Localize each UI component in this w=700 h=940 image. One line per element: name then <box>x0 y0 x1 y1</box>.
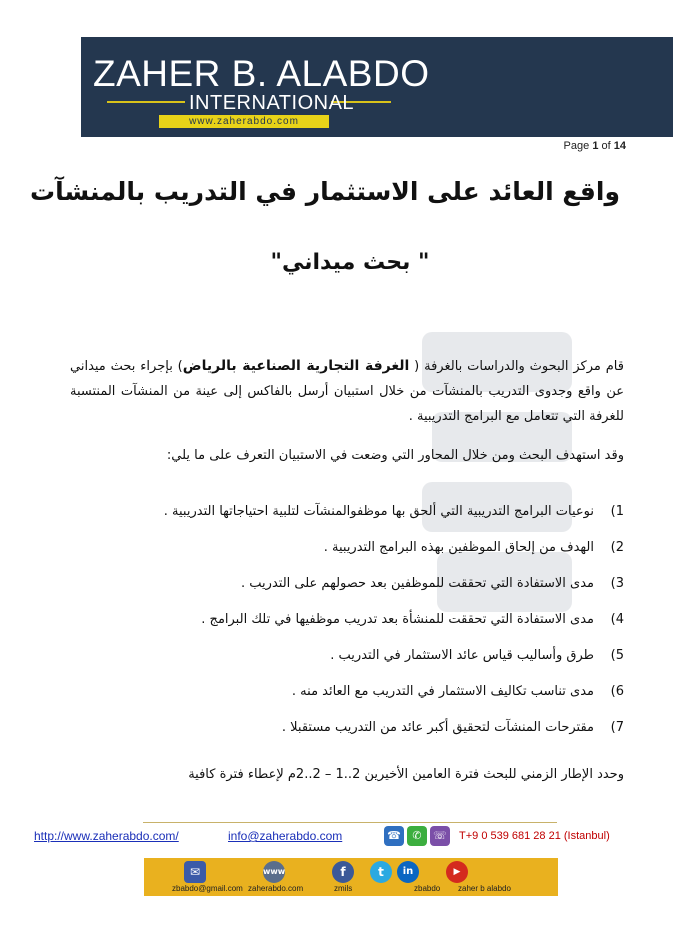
phone-icon[interactable]: ☎ <box>384 826 404 846</box>
youtube-icon[interactable]: ▶ <box>446 861 468 883</box>
list-item-text: نوعيات البرامج التدريبية التي ألحق بها موظفوالمنشآت لتلبية احتياجاتها التدريبية . <box>163 504 594 519</box>
intro-text-1: قام مركز البحوث والدراسات بالغرفة ( <box>409 359 624 374</box>
viber-icon[interactable]: ☏ <box>430 826 450 846</box>
list-item <box>70 680 624 704</box>
page-of: of <box>601 140 611 152</box>
list-item-text: مدى الاستفادة التي تحققت للمنشأة بعد تدريب موظفيها في تلك البرامج . <box>201 612 594 627</box>
linkedin-icon[interactable]: in <box>397 861 419 883</box>
logo-name: ZAHER B. ALABDO <box>93 53 430 94</box>
logo-url: www.zaherabdo.com <box>159 115 329 128</box>
list-item-text: الهدف من إلحاق الموظفين بهذه البرامج التدريبية . <box>323 540 594 555</box>
list-item <box>70 644 624 668</box>
list-item-text: مدى تناسب تكاليف الاستثمار في التدريب مع العائد منه . <box>291 684 594 699</box>
list-item-number: 5) <box>610 648 624 663</box>
list-item-number: 4) <box>610 612 624 627</box>
list-item <box>70 572 624 596</box>
header-logo-banner <box>81 37 673 137</box>
document-title: واقع العائد على الاستثمار في التدريب بالمنشآت <box>30 177 620 206</box>
logo-subname: INTERNATIONAL <box>189 92 355 114</box>
list-item <box>70 608 624 632</box>
list-item <box>70 716 624 740</box>
logo-line-left <box>107 101 185 103</box>
website-link[interactable]: http://www.zaherabdo.com/ <box>34 829 179 843</box>
list-item-number: 2) <box>610 540 624 555</box>
intro-highlight: الغرفة التجارية الصناعية بالرياض <box>182 358 410 374</box>
list-item <box>70 500 624 524</box>
social-label-facebook: zmils <box>334 884 353 893</box>
page-total: 14 <box>613 140 626 152</box>
phone-number: T+9 0 539 681 28 21 (Istanbul) <box>459 830 610 842</box>
list-item-text: مدى الاستفادة التي تحققت للموظفين بعد حصولهم على التدريب . <box>241 576 594 591</box>
closing-paragraph: وحدد الإطار الزمني للبحث فترة العامين الأخيرين 2..1 – 2..2م لإعطاء فترة كافية <box>188 767 624 782</box>
list-item <box>70 536 624 560</box>
social-label-email: zbabdo@gmail.com <box>172 884 243 893</box>
list-item-number: 6) <box>610 684 624 699</box>
page-label: Page <box>563 140 590 152</box>
twitter-icon[interactable]: t <box>370 861 392 883</box>
page-current: 1 <box>592 140 599 152</box>
list-item-text: طرق وأساليب قياس عائد الاستثمار في التدريب . <box>330 648 594 663</box>
list-item-number: 1) <box>610 504 624 519</box>
page-number <box>564 140 626 152</box>
list-item-number: 3) <box>610 576 624 591</box>
list-item-text: مقترحات المنشآت لتحقيق أكبر عائد من التدريب مستقبلا . <box>281 720 594 735</box>
social-label-www: zaherabdo.com <box>248 884 304 893</box>
document-subtitle: " بحث ميداني" <box>270 250 430 275</box>
footer-divider <box>143 822 557 823</box>
objectives-list <box>70 500 624 752</box>
whatsapp-icon[interactable]: ✆ <box>407 826 427 846</box>
www-icon[interactable]: www <box>263 861 285 883</box>
facebook-icon[interactable]: f <box>332 861 354 883</box>
intro-paragraph <box>70 354 624 429</box>
list-item-number: 7) <box>610 720 624 735</box>
social-label-youtube: zaher b alabdo <box>458 884 511 893</box>
social-bar <box>144 858 558 896</box>
email-icon[interactable]: ✉ <box>184 861 206 883</box>
social-label-linkedin: zbabdo <box>414 884 441 893</box>
email-link[interactable]: info@zaherabdo.com <box>228 829 343 843</box>
intro-text-2: ) بإجراء بحث ميداني عن واقع وجدوى التدريب بالمنشآت من خلال استبيان أرسل بالفاكس إلى عينة من المنشآت المنتسبة للغرفة التي تتعامل مع البرامج التدريبية . <box>70 359 624 424</box>
objectives-intro: وقد استهدف البحث ومن خلال المحاور التي وضعت في الاستبيان التعرف على ما يلي: <box>166 448 624 463</box>
